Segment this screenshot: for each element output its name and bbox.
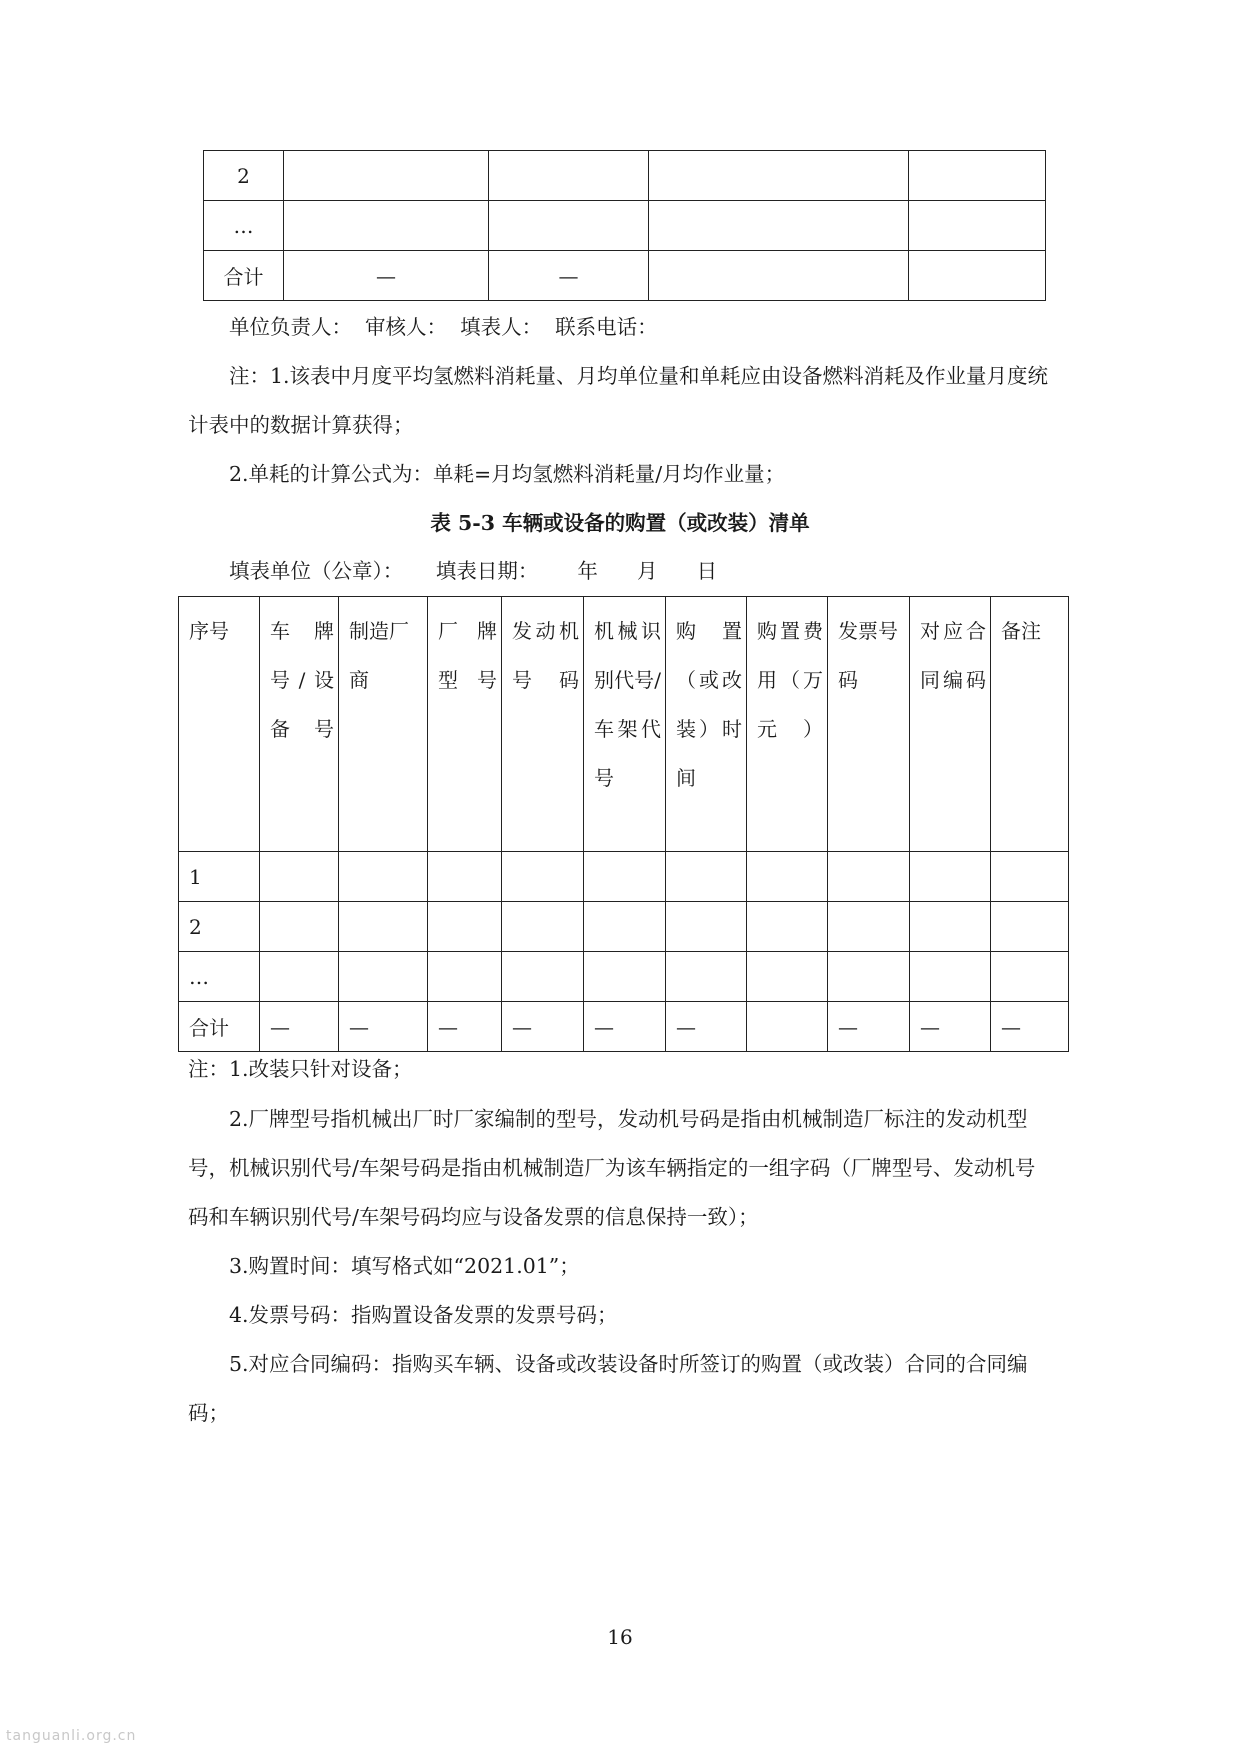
table-cell: [284, 151, 489, 201]
table-cell: —: [260, 1002, 339, 1052]
column-header-text: 车牌号/设备号: [270, 619, 334, 741]
column-header-text: 购置费用（万元）: [757, 619, 823, 741]
table-cell: [991, 952, 1069, 1002]
table-cell: —: [828, 1002, 910, 1052]
table-cell: [666, 952, 747, 1002]
table-row-total: [204, 251, 1046, 301]
table-cell: 2: [204, 151, 284, 201]
table-cell: —: [910, 1002, 991, 1052]
column-header: 发票号码: [828, 597, 910, 852]
table-cell: [260, 902, 339, 952]
column-header: [428, 597, 502, 852]
column-header: [502, 597, 584, 852]
table-cell: [910, 852, 991, 902]
table-cell: [339, 852, 428, 902]
table-cell: [339, 952, 428, 1002]
column-header: 序号: [179, 597, 260, 852]
table-cell: [649, 251, 909, 301]
table-cell: [828, 852, 910, 902]
table-cell: —: [502, 1002, 584, 1052]
note-paragraph: 2.单耗的计算公式为：单耗=月均氢燃料消耗量/月均作业量；: [229, 462, 786, 486]
note-paragraph: 注：1.该表中月度平均氢燃料消耗量、月均单位量和单耗应由设备燃料消耗及作业量月度统计表中的数据计算获得；: [188, 364, 1049, 437]
column-header: [260, 597, 339, 852]
table-header-row: [179, 597, 1069, 852]
table-cell: [666, 902, 747, 952]
table-cell: [747, 852, 828, 902]
table-cell: [260, 952, 339, 1002]
table-cell: [649, 201, 909, 251]
table-cell: [502, 952, 584, 1002]
table-cell: —: [991, 1002, 1069, 1052]
table-title: 表 5-3 车辆或设备的购置（或改装）清单: [430, 511, 810, 535]
table-cell: [502, 902, 584, 952]
table-cell: 2: [179, 902, 260, 952]
table-cell: [339, 902, 428, 952]
table-row: [179, 952, 1069, 1002]
table-cell: 合计: [179, 1002, 260, 1052]
column-header: [910, 597, 991, 852]
table-cell: [584, 852, 666, 902]
purchase-list-table: [178, 596, 1069, 1052]
table-cell: [428, 902, 502, 952]
page-number: 16: [607, 1625, 633, 1649]
column-header: [584, 597, 666, 852]
table-cell: —: [489, 251, 649, 301]
table-cell: —: [428, 1002, 502, 1052]
table-row-total: [179, 1002, 1069, 1052]
table-cell: [747, 952, 828, 1002]
table-cell: [649, 151, 909, 201]
column-header: [666, 597, 747, 852]
column-header-text: 机械识别代号/车架代号: [594, 619, 661, 790]
column-header-text: 购置（或改装）时间: [676, 619, 742, 790]
table-cell: [991, 852, 1069, 902]
table-cell: [666, 852, 747, 902]
column-header-text: 对应合同编码: [920, 619, 986, 692]
table-cell: [909, 251, 1046, 301]
table-cell: [428, 952, 502, 1002]
watermark: tanguanli.org.cn: [6, 1728, 137, 1744]
table-cell: —: [284, 251, 489, 301]
table-cell: [284, 201, 489, 251]
fill-info: 填表单位（公章）： 填表日期： 年 月 日: [229, 559, 718, 583]
table-cell: [910, 952, 991, 1002]
table-cell: …: [179, 952, 260, 1002]
table-cell: …: [204, 201, 284, 251]
table-cell: 1: [179, 852, 260, 902]
note-paragraph: 2.厂牌型号指机械出厂时厂家编制的型号，发动机号码是指由机械制造厂标注的发动机型号，机械识别代号/车架号码是指由机械制造厂为该车辆指定的一组字码（厂牌型号、发动机号码和车辆识别代号/车架号码均应与设备发票的信息保持一致）；: [188, 1107, 1036, 1229]
note-paragraph: 3.购置时间：填写格式如“2021.01”；: [229, 1254, 580, 1278]
table-cell: [428, 852, 502, 902]
note-paragraph: 5.对应合同编码：指购买车辆、设备或改装设备时所签订的购置（或改装）合同的合同编码；: [188, 1352, 1028, 1425]
column-header-text: 厂牌型号: [438, 619, 497, 692]
table-cell: —: [584, 1002, 666, 1052]
table-row: [179, 902, 1069, 952]
column-header-text: 发动机号码: [512, 619, 579, 692]
table-cell: [991, 902, 1069, 952]
table-cell: [747, 1002, 828, 1052]
continuation-table: [203, 150, 1046, 301]
note-paragraph: 4.发票号码：指购置设备发票的发票号码；: [229, 1303, 618, 1327]
table-cell: [502, 852, 584, 902]
table-cell: [260, 852, 339, 902]
column-header: 制造厂商: [339, 597, 428, 852]
table-cell: [489, 151, 649, 201]
table-cell: [909, 201, 1046, 251]
table-row: [179, 852, 1069, 902]
table-cell: [909, 151, 1046, 201]
table-cell: [584, 952, 666, 1002]
table-cell: [828, 902, 910, 952]
table-cell: —: [666, 1002, 747, 1052]
table-cell: [828, 952, 910, 1002]
column-header: [747, 597, 828, 852]
table-cell: [747, 902, 828, 952]
table-cell: 合计: [204, 251, 284, 301]
table-cell: [584, 902, 666, 952]
table-cell: [489, 201, 649, 251]
table-row: [204, 201, 1046, 251]
table-cell: —: [339, 1002, 428, 1052]
signature-line: 单位负责人： 审核人： 填表人： 联系电话：: [229, 315, 658, 339]
column-header: 备注: [991, 597, 1069, 852]
note-paragraph: 注：1.改装只针对设备；: [188, 1057, 413, 1081]
table-row: [204, 151, 1046, 201]
table-cell: [910, 902, 991, 952]
